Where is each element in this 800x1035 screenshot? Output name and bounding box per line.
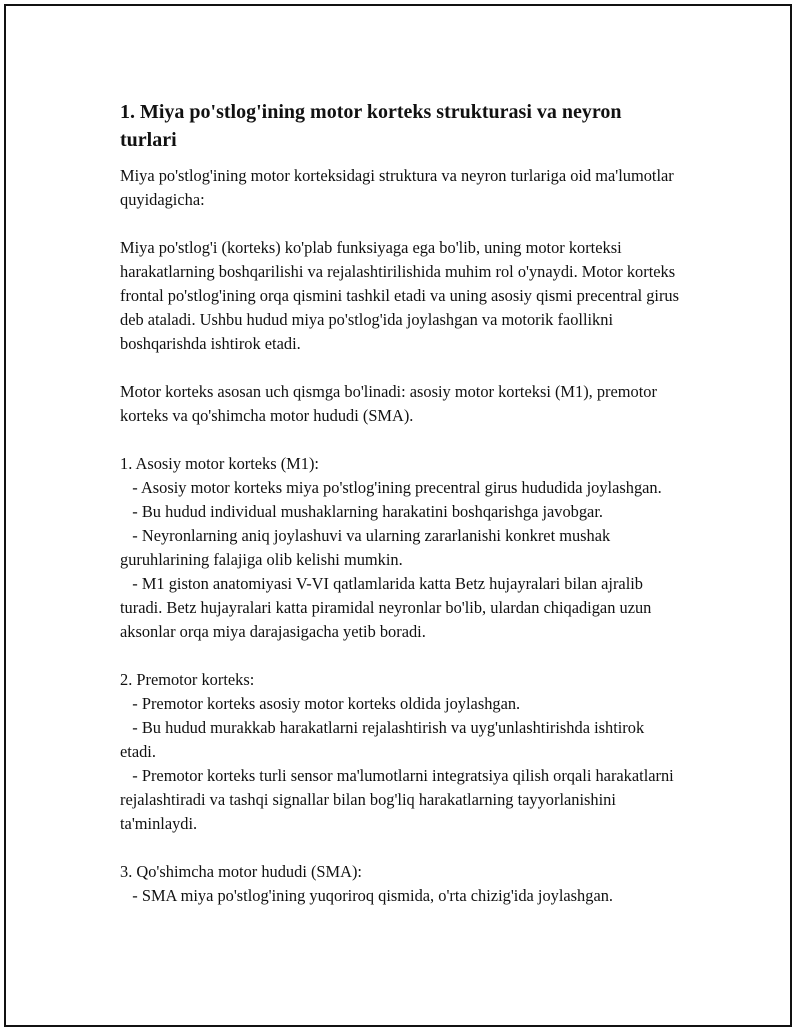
section-heading: 2. Premotor korteks: <box>120 670 255 689</box>
section-m1 <box>120 452 680 644</box>
document-title: 1. Miya po'stlog'ining motor korteks strukturasi va neyron turlari <box>120 101 622 151</box>
intro-paragraph: Miya po'stlog'ining motor korteksidagi struktura va neyron turlariga oid ma'lumotlar quyidagicha: <box>120 166 678 209</box>
section-heading: 3. Qo'shimcha motor hududi (SMA): <box>120 862 362 881</box>
list-item: - Bu hudud murakkab harakatlarni rejalashtirish va uyg'unlashtirishda ishtirok etadi. <box>120 718 649 761</box>
list-item: - SMA miya po'stlog'ining yuqoriroq qismida, o'rta chizig'ida joylashgan. <box>120 886 614 905</box>
list-item: - Bu hudud individual mushaklarning harakatini boshqarishga javobgar. <box>120 502 603 521</box>
list-item: - Premotor korteks turli sensor ma'lumotlarni integratsiya qilish orqali harakatlarni rejalashtiradi va tashqi signallar bilan bog'liq harakatlarning tayyorlanishini ta'minlaydi. <box>120 766 678 833</box>
body-paragraph: Miya po'stlog'i (korteks) ko'plab funksiyaga ega bo'lib, uning motor korteksi harakatlarning boshqarilishi va rejalashtirilishida muhim rol o'ynaydi. Motor korteks frontal po'stlog'ining orqa qismini tashkil etadi va uning asosiy qismi precentral girus deb ataladi. Ushbu hudud miya po'stlog'ida joylashgan va motorik faollikni boshqarishda ishtirok etadi. <box>120 238 684 353</box>
section-premotor <box>120 668 680 836</box>
list-item: - Premotor korteks asosiy motor korteks oldida joylashgan. <box>120 694 521 713</box>
section-sma <box>120 860 680 908</box>
list-item: - M1 giston anatomiyasi V-VI qatlamlarida katta Betz hujayralari bilan ajralib turadi. Betz hujayralari katta piramidal neyronlar bo'lib, ulardan chiqadigan uzun aksonlar orqa miya darajasigacha yetib boradi. <box>120 574 656 641</box>
section-heading: 1. Asosiy motor korteks (M1): <box>120 454 319 473</box>
document-body <box>120 98 684 908</box>
page-frame <box>4 4 792 1027</box>
body-paragraph: Motor korteks asosan uch qismga bo'linadi: asosiy motor korteksi (M1), premotor korteks va qo'shimcha motor hududi (SMA). <box>120 382 662 425</box>
list-item: - Asosiy motor korteks miya po'stlog'ining precentral girus hududida joylashgan. <box>120 478 662 497</box>
list-item: - Neyronlarning aniq joylashuvi va ularning zararlanishi konkret mushak guruhlarining falajiga olib kelishi mumkin. <box>120 526 615 569</box>
